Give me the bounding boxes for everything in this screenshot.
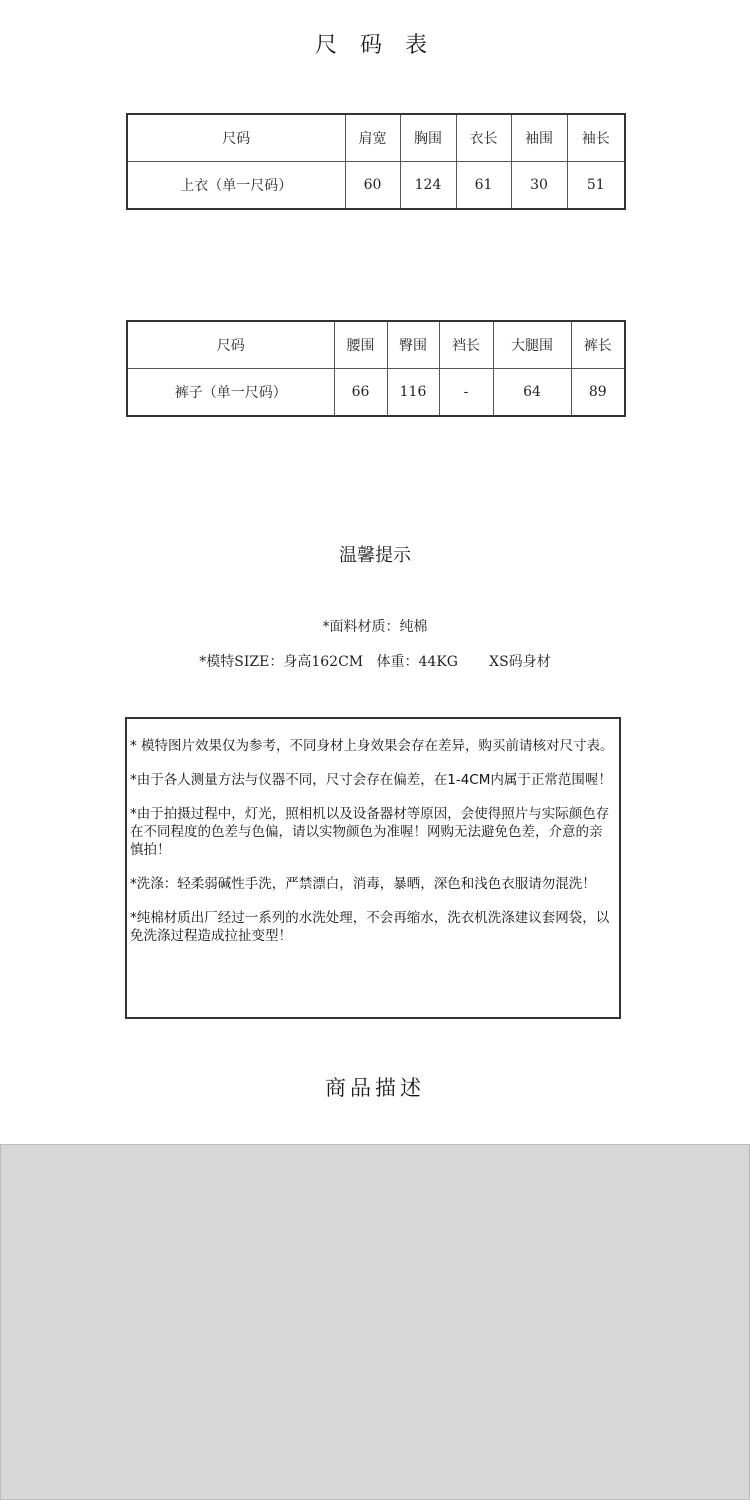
top-size-table: [126, 113, 626, 210]
notice-item: *洗涤：轻柔弱碱性手洗，严禁漂白，消毒，暴晒，深色和浅色衣服请勿混洗！: [130, 876, 596, 892]
notice-item: *由于拍摄过程中，灯光，照相机以及设备器材等原因，会使得照片与实际颜色存在不同程度的色差与色偏，请以实物颜色为准喔！网购无法避免色差，介意的亲慎拍！: [130, 806, 610, 858]
value-cell: 64: [493, 369, 571, 417]
notice-item: *由于各人测量方法与仪器不同，尺寸会存在偏差，在1-4CM内属于正常范围喔！: [130, 772, 612, 788]
row-label: 上衣（单一尺码）: [127, 162, 345, 210]
header-cell: 胸围: [400, 114, 456, 162]
value-cell: 51: [567, 162, 625, 210]
table-row: [127, 369, 625, 417]
model-size-note: [0, 651, 750, 671]
header-cell: 裆长: [439, 321, 493, 369]
value-cell: 61: [456, 162, 511, 210]
row-label: 裤子（单一尺码）: [127, 369, 334, 417]
header-cell: 臀围: [387, 321, 439, 369]
header-cell: 大腿围: [493, 321, 571, 369]
header-cell: 肩宽: [345, 114, 400, 162]
value-cell: 66: [334, 369, 387, 417]
header-cell: 袖围: [511, 114, 567, 162]
value-cell: -: [439, 369, 493, 417]
product-photo: [0, 1144, 750, 1500]
header-cell: 裤长: [571, 321, 625, 369]
value-cell: 116: [387, 369, 439, 417]
size-chart-title: 尺 码 表: [315, 33, 435, 58]
pants-size-table: [126, 320, 626, 417]
value-cell: 89: [571, 369, 625, 417]
value-cell: 30: [511, 162, 567, 210]
header-cell: 袖长: [567, 114, 625, 162]
notice-item: * 模特图片效果仅为参考，不同身材上身效果会存在差异，购买前请核对尺寸表。: [130, 738, 614, 754]
model-size: XS码身材: [489, 654, 551, 670]
header-cell: 尺码: [127, 114, 345, 162]
value-cell: 124: [400, 162, 456, 210]
table-row: [127, 162, 625, 210]
model-weight: 体重：44KG: [376, 654, 458, 670]
description-title: 商品描述: [325, 1076, 425, 1100]
table-header-row: [127, 321, 625, 369]
table-header-row: [127, 114, 625, 162]
value-cell: 60: [345, 162, 400, 210]
material-note: *面料材质：纯棉: [322, 619, 428, 635]
notice-item: *纯棉材质出厂经过一系列的水洗处理，不会再缩水，洗衣机洗涤建议套网袋，以免洗涤过程造成拉扯变型！: [130, 910, 610, 944]
notice-box: [125, 717, 621, 1019]
tips-title: 温馨提示: [339, 545, 411, 566]
header-cell: 尺码: [127, 321, 334, 369]
product-photo-placeholder: [0, 1144, 750, 1500]
header-cell: 腰围: [334, 321, 387, 369]
model-height: *模特SIZE：身高162CM: [199, 654, 364, 670]
header-cell: 衣长: [456, 114, 511, 162]
